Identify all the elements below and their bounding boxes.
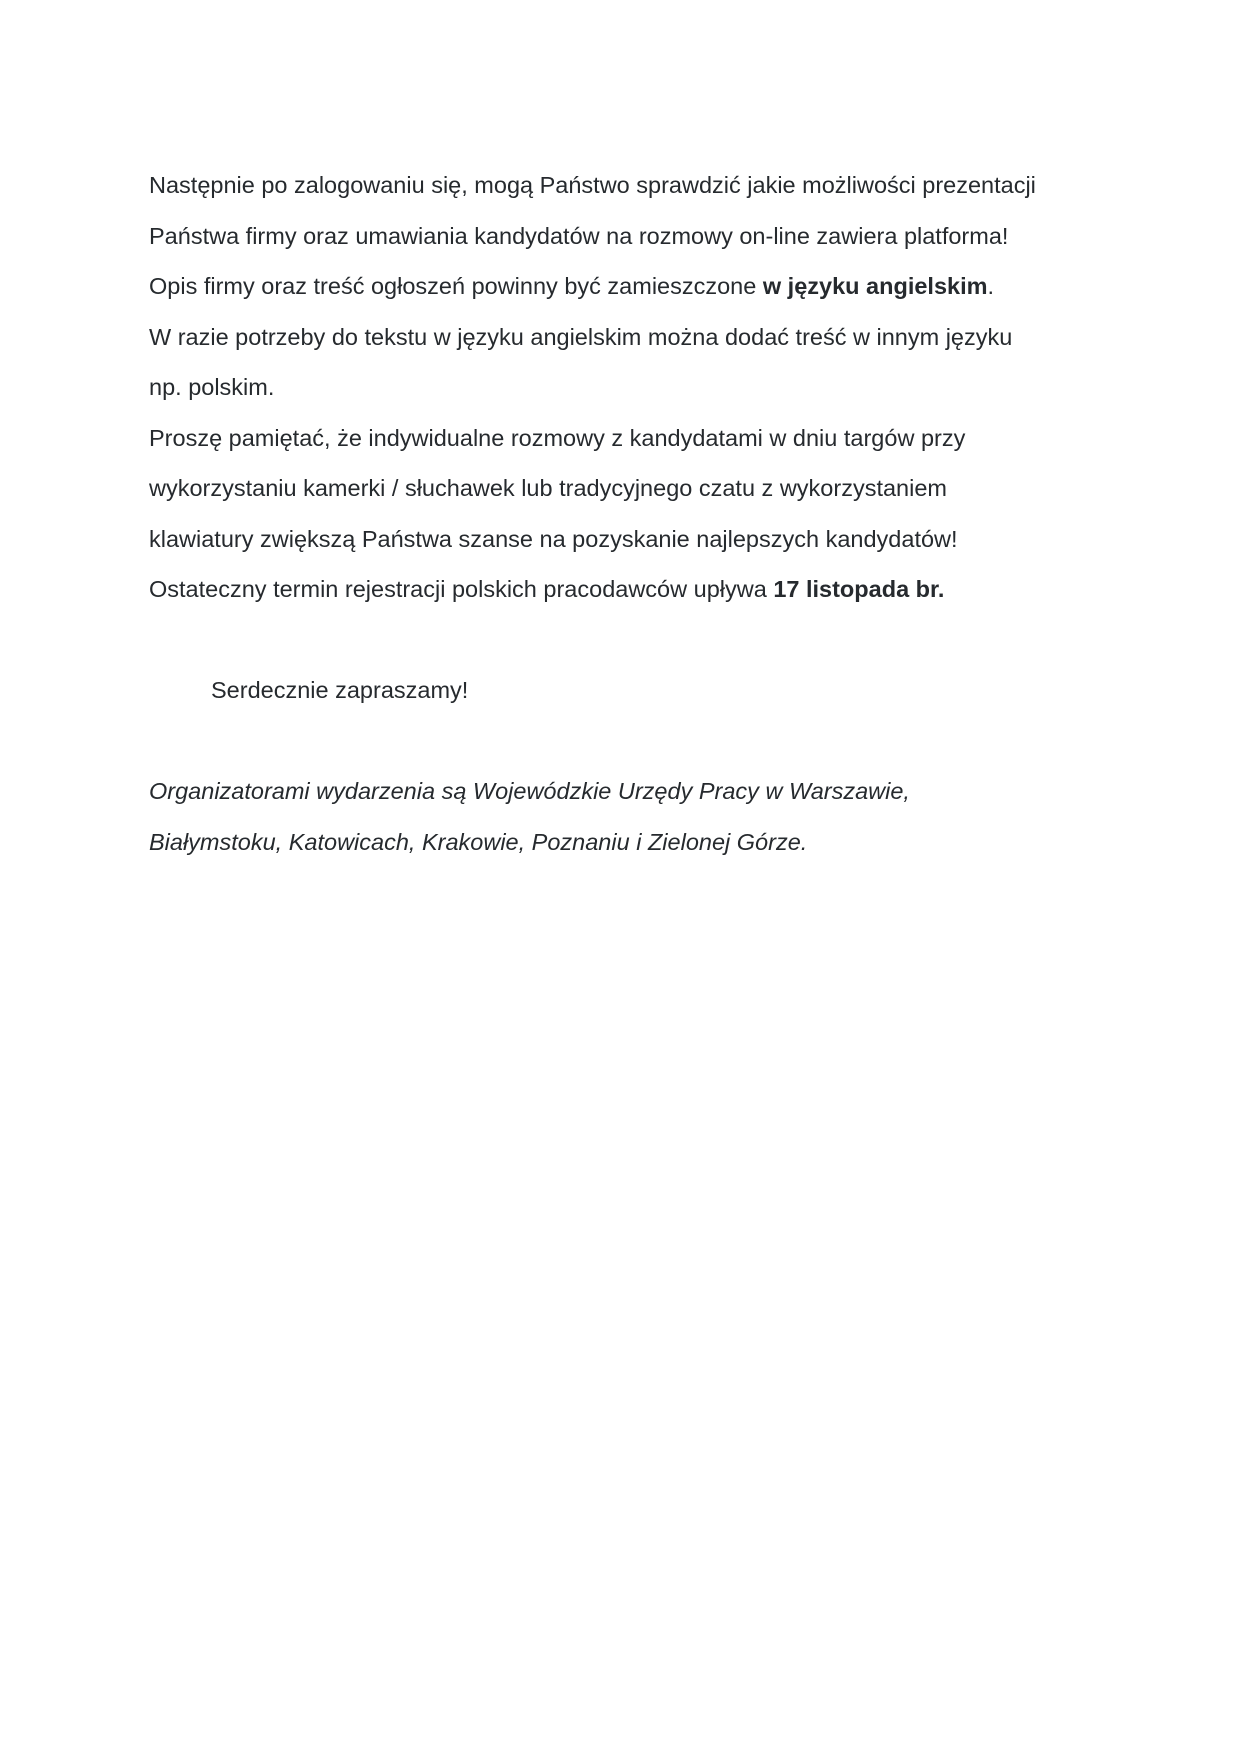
language-requirement-text: Opis firmy oraz treść ogłoszeń powinny być zamieszczone xyxy=(149,273,763,299)
blank-line xyxy=(149,615,1109,666)
deadline-text: Ostateczny termin rejestracji polskich pracodawców upływa xyxy=(149,576,774,602)
document-body xyxy=(149,160,1109,867)
paragraph-platform-line-2: Państwa firmy oraz umawiania kandydatów na rozmowy on-line zawiera platforma! xyxy=(149,222,1009,249)
paragraph-deadline xyxy=(149,564,1109,615)
paragraph-interviews-line-1: Proszę pamiętać, że indywidualne rozmowy z kandydatami w dniu targów przy xyxy=(149,424,966,451)
language-requirement-suffix: . xyxy=(987,273,995,299)
paragraph-other-language-line-2: np. polskim. xyxy=(149,374,275,400)
language-requirement-bold: w języku angielskim xyxy=(762,273,988,299)
blank-line xyxy=(149,716,1109,767)
deadline-date: 17 listopada br. xyxy=(773,576,945,602)
organizers-line-1: Organizatorami wydarzenia są Wojewódzkie Urzędy Pracy w Warszawie, xyxy=(149,778,910,804)
paragraph-language-requirement xyxy=(149,261,1109,312)
paragraph-platform-line-1: Następnie po zalogowaniu się, mogą Państwo sprawdzić jakie możliwości prezentacji xyxy=(149,172,1036,198)
paragraph-other-language-line-1: W razie potrzeby do tekstu w języku angielskim można dodać treść w innym języku xyxy=(149,323,1013,350)
invitation-line: Serdecznie zapraszamy! xyxy=(211,677,469,703)
paragraph-interviews-line-2: wykorzystaniu kamerki / słuchawek lub tradycyjnego czatu z wykorzystaniem xyxy=(149,475,947,501)
paragraph-interviews-line-3: klawiatury zwiększą Państwa szanse na pozyskanie najlepszych kandydatów! xyxy=(149,525,958,552)
organizers-line-2: Białymstoku, Katowicach, Krakowie, Poznaniu i Zielonej Górze. xyxy=(149,828,808,855)
